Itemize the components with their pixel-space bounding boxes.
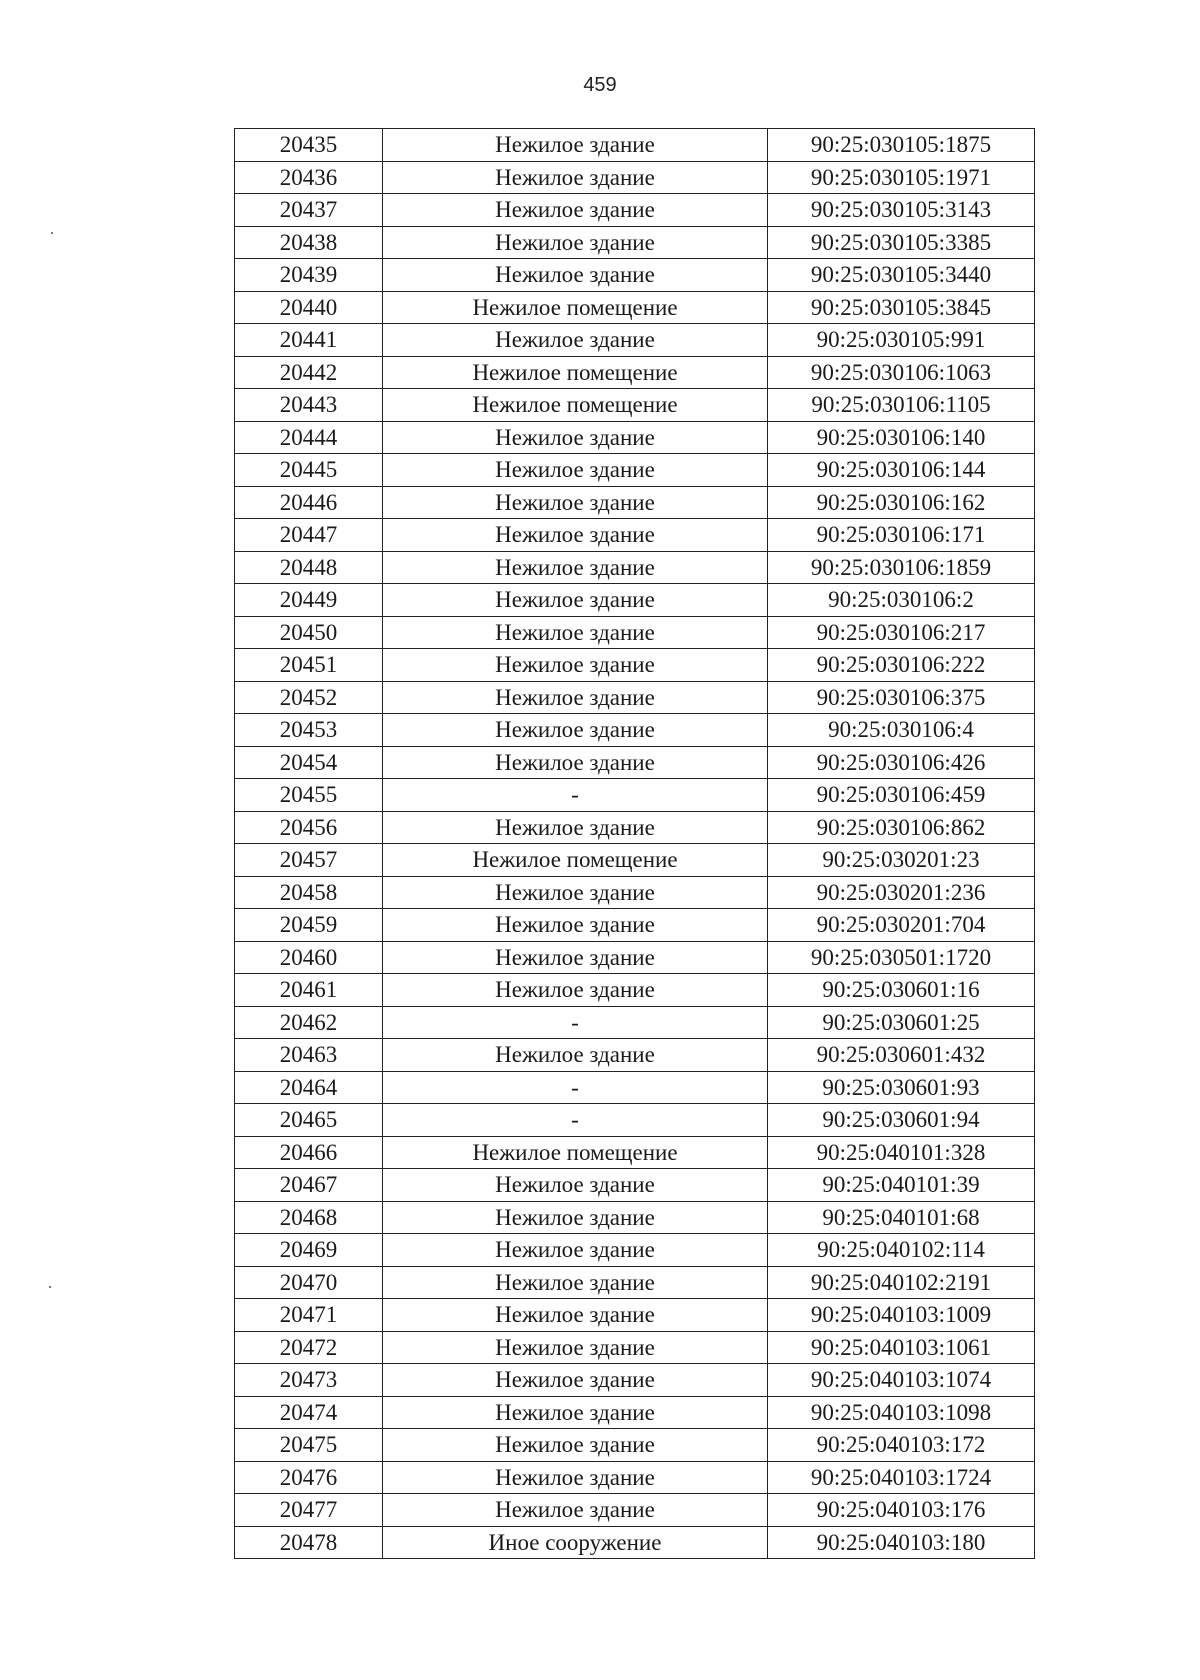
table-row [235,324,1035,357]
row-number-cell: 20462 [235,1006,383,1039]
table-row [235,746,1035,779]
cadastral-number-cell: 90:25:030106:1105 [768,389,1035,422]
cadastral-number-cell: 90:25:030105:3440 [768,259,1035,292]
cadastral-number-cell: 90:25:030106:217 [768,616,1035,649]
table-row [235,551,1035,584]
object-type-cell: Нежилое здание [383,161,768,194]
object-type-cell: Нежилое здание [383,1039,768,1072]
row-number-cell: 20452 [235,681,383,714]
object-type-cell: Нежилое здание [383,454,768,487]
object-type-cell: Нежилое здание [383,909,768,942]
table-row [235,1266,1035,1299]
row-number-cell: 20443 [235,389,383,422]
row-number-cell: 20445 [235,454,383,487]
table-row [235,129,1035,162]
object-type-cell: Нежилое здание [383,1331,768,1364]
cadastral-number-cell: 90:25:030201:23 [768,844,1035,877]
object-type-cell: Нежилое здание [383,876,768,909]
registry-table-body [235,129,1035,1559]
object-type-cell: Нежилое здание [383,194,768,227]
cadastral-number-cell: 90:25:040102:2191 [768,1266,1035,1299]
object-type-cell: Нежилое здание [383,1299,768,1332]
cadastral-number-cell: 90:25:030106:459 [768,779,1035,812]
row-number-cell: 20465 [235,1104,383,1137]
cadastral-number-cell: 90:25:030106:2 [768,584,1035,617]
row-number-cell: 20454 [235,746,383,779]
table-row [235,226,1035,259]
object-type-cell: Нежилое здание [383,1234,768,1267]
row-number-cell: 20476 [235,1461,383,1494]
object-type-cell: Нежилое здание [383,486,768,519]
object-type-cell: Нежилое здание [383,616,768,649]
table-row [235,389,1035,422]
scan-speck [51,232,53,234]
table-row [235,194,1035,227]
table-row [235,811,1035,844]
table-row [235,356,1035,389]
cadastral-number-cell: 90:25:040103:1061 [768,1331,1035,1364]
row-number-cell: 20477 [235,1494,383,1527]
table-row [235,519,1035,552]
object-type-cell: Нежилое здание [383,1266,768,1299]
cadastral-number-cell: 90:25:030106:144 [768,454,1035,487]
property-registry-table [234,128,1035,1559]
row-number-cell: 20437 [235,194,383,227]
object-type-cell: Нежилое здание [383,1429,768,1462]
cadastral-number-cell: 90:25:040103:1724 [768,1461,1035,1494]
table-row [235,1364,1035,1397]
object-type-cell: - [383,1071,768,1104]
table-row [235,1071,1035,1104]
cadastral-number-cell: 90:25:030106:862 [768,811,1035,844]
object-type-cell: Нежилое здание [383,584,768,617]
row-number-cell: 20453 [235,714,383,747]
cadastral-number-cell: 90:25:040101:328 [768,1136,1035,1169]
row-number-cell: 20471 [235,1299,383,1332]
row-number-cell: 20478 [235,1526,383,1559]
object-type-cell: Нежилое здание [383,519,768,552]
row-number-cell: 20463 [235,1039,383,1072]
row-number-cell: 20444 [235,421,383,454]
table-row [235,486,1035,519]
page-number: 459 [583,74,617,96]
row-number-cell: 20436 [235,161,383,194]
row-number-cell: 20456 [235,811,383,844]
table-row [235,714,1035,747]
table-row [235,1461,1035,1494]
object-type-cell: Нежилое здание [383,974,768,1007]
cadastral-number-cell: 90:25:030105:3845 [768,291,1035,324]
table-row [235,291,1035,324]
cadastral-number-cell: 90:25:030106:1859 [768,551,1035,584]
cadastral-number-cell: 90:25:040103:180 [768,1526,1035,1559]
cadastral-number-cell: 90:25:030105:1971 [768,161,1035,194]
object-type-cell: Нежилое здание [383,324,768,357]
object-type-cell: Нежилое здание [383,941,768,974]
cadastral-number-cell: 90:25:040103:1009 [768,1299,1035,1332]
row-number-cell: 20467 [235,1169,383,1202]
table-row [235,1429,1035,1462]
table-row [235,421,1035,454]
table-row [235,1006,1035,1039]
row-number-cell: 20435 [235,129,383,162]
cadastral-number-cell: 90:25:040103:172 [768,1429,1035,1462]
object-type-cell: Нежилое здание [383,714,768,747]
cadastral-number-cell: 90:25:040103:1098 [768,1396,1035,1429]
object-type-cell: - [383,779,768,812]
table-row [235,584,1035,617]
cadastral-number-cell: 90:25:030601:25 [768,1006,1035,1039]
object-type-cell: Нежилое здание [383,681,768,714]
object-type-cell: Нежилое здание [383,551,768,584]
cadastral-number-cell: 90:25:030601:432 [768,1039,1035,1072]
row-number-cell: 20439 [235,259,383,292]
object-type-cell: Иное сооружение [383,1526,768,1559]
row-number-cell: 20466 [235,1136,383,1169]
row-number-cell: 20446 [235,486,383,519]
table-row [235,1136,1035,1169]
object-type-cell: Нежилое здание [383,421,768,454]
table-row [235,1526,1035,1559]
table-row [235,1201,1035,1234]
cadastral-number-cell: 90:25:030106:222 [768,649,1035,682]
row-number-cell: 20470 [235,1266,383,1299]
row-number-cell: 20472 [235,1331,383,1364]
cadastral-number-cell: 90:25:030105:1875 [768,129,1035,162]
table-row [235,1331,1035,1364]
table-row [235,1494,1035,1527]
table-row [235,649,1035,682]
cadastral-number-cell: 90:25:030105:3385 [768,226,1035,259]
table-row [235,1104,1035,1137]
cadastral-number-cell: 90:25:030105:991 [768,324,1035,357]
row-number-cell: 20450 [235,616,383,649]
cadastral-number-cell: 90:25:030106:4 [768,714,1035,747]
object-type-cell: Нежилое здание [383,226,768,259]
object-type-cell: Нежилое здание [383,1201,768,1234]
table-row [235,1234,1035,1267]
cadastral-number-cell: 90:25:030105:3143 [768,194,1035,227]
table-row [235,1396,1035,1429]
object-type-cell: - [383,1006,768,1039]
cadastral-number-cell: 90:25:040103:176 [768,1494,1035,1527]
row-number-cell: 20440 [235,291,383,324]
table-row [235,454,1035,487]
table-row [235,259,1035,292]
row-number-cell: 20448 [235,551,383,584]
cadastral-number-cell: 90:25:030601:16 [768,974,1035,1007]
object-type-cell: Нежилое здание [383,1461,768,1494]
row-number-cell: 20474 [235,1396,383,1429]
object-type-cell: Нежилое помещение [383,356,768,389]
table-row [235,779,1035,812]
table-row [235,876,1035,909]
table-row [235,909,1035,942]
table-row [235,616,1035,649]
object-type-cell: Нежилое здание [383,811,768,844]
object-type-cell: Нежилое здание [383,746,768,779]
row-number-cell: 20441 [235,324,383,357]
row-number-cell: 20459 [235,909,383,942]
cadastral-number-cell: 90:25:030201:236 [768,876,1035,909]
row-number-cell: 20464 [235,1071,383,1104]
row-number-cell: 20455 [235,779,383,812]
cadastral-number-cell: 90:25:040101:39 [768,1169,1035,1202]
table-row [235,941,1035,974]
row-number-cell: 20438 [235,226,383,259]
cadastral-number-cell: 90:25:030106:162 [768,486,1035,519]
table-row [235,681,1035,714]
cadastral-number-cell: 90:25:030106:1063 [768,356,1035,389]
table-row [235,1169,1035,1202]
row-number-cell: 20442 [235,356,383,389]
object-type-cell: Нежилое здание [383,1396,768,1429]
object-type-cell: Нежилое помещение [383,1136,768,1169]
object-type-cell: Нежилое здание [383,1169,768,1202]
object-type-cell: Нежилое помещение [383,291,768,324]
cadastral-number-cell: 90:25:030501:1720 [768,941,1035,974]
row-number-cell: 20475 [235,1429,383,1462]
object-type-cell: Нежилое здание [383,1494,768,1527]
object-type-cell: - [383,1104,768,1137]
object-type-cell: Нежилое здание [383,259,768,292]
table-row [235,161,1035,194]
scan-speck [49,1286,51,1288]
object-type-cell: Нежилое здание [383,129,768,162]
row-number-cell: 20473 [235,1364,383,1397]
row-number-cell: 20449 [235,584,383,617]
object-type-cell: Нежилое здание [383,649,768,682]
cadastral-number-cell: 90:25:040102:114 [768,1234,1035,1267]
cadastral-number-cell: 90:25:030601:93 [768,1071,1035,1104]
row-number-cell: 20461 [235,974,383,1007]
cadastral-number-cell: 90:25:030106:171 [768,519,1035,552]
object-type-cell: Нежилое помещение [383,389,768,422]
object-type-cell: Нежилое здание [383,1364,768,1397]
table-row [235,1299,1035,1332]
table-row [235,844,1035,877]
cadastral-number-cell: 90:25:030201:704 [768,909,1035,942]
row-number-cell: 20468 [235,1201,383,1234]
table-row [235,1039,1035,1072]
cadastral-number-cell: 90:25:040101:68 [768,1201,1035,1234]
table-row [235,974,1035,1007]
cadastral-number-cell: 90:25:030601:94 [768,1104,1035,1137]
object-type-cell: Нежилое помещение [383,844,768,877]
cadastral-number-cell: 90:25:030106:140 [768,421,1035,454]
row-number-cell: 20458 [235,876,383,909]
cadastral-number-cell: 90:25:030106:426 [768,746,1035,779]
row-number-cell: 20451 [235,649,383,682]
cadastral-number-cell: 90:25:040103:1074 [768,1364,1035,1397]
row-number-cell: 20447 [235,519,383,552]
cadastral-number-cell: 90:25:030106:375 [768,681,1035,714]
row-number-cell: 20457 [235,844,383,877]
row-number-cell: 20460 [235,941,383,974]
row-number-cell: 20469 [235,1234,383,1267]
